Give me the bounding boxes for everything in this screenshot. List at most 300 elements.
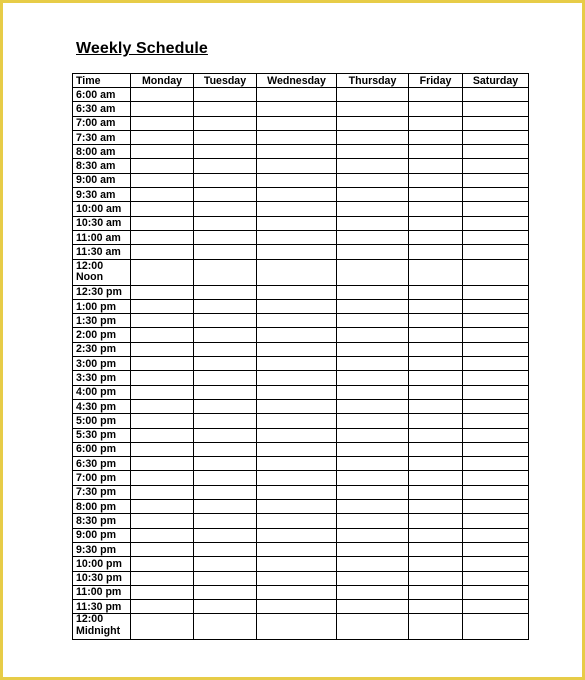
time-cell (73, 557, 131, 571)
schedule-cell-friday (409, 88, 463, 102)
time-cell (73, 328, 131, 342)
schedule-cell-tuesday (194, 442, 257, 456)
schedule-cell-tuesday (194, 514, 257, 528)
schedule-cell-wednesday (257, 514, 337, 528)
schedule-cell-wednesday (257, 342, 337, 356)
schedule-cell-saturday (463, 188, 529, 202)
table-row (73, 528, 529, 542)
schedule-cell-friday (409, 600, 463, 614)
schedule-cell-monday (131, 357, 194, 371)
schedule-cell-friday (409, 571, 463, 585)
schedule-cell-monday (131, 442, 194, 456)
schedule-cell-saturday (463, 414, 529, 428)
schedule-cell-thursday (337, 542, 409, 556)
table-row (73, 457, 529, 471)
schedule-cell-monday (131, 328, 194, 342)
schedule-cell-wednesday (257, 557, 337, 571)
table-row (73, 585, 529, 599)
schedule-cell-thursday (337, 299, 409, 313)
schedule-cell-tuesday (194, 600, 257, 614)
table-row (73, 471, 529, 485)
schedule-cell-tuesday (194, 457, 257, 471)
schedule-cell-wednesday (257, 428, 337, 442)
time-cell (73, 130, 131, 144)
schedule-cell-friday (409, 216, 463, 230)
schedule-cell-thursday (337, 230, 409, 244)
table-row (73, 202, 529, 216)
schedule-cell-monday (131, 428, 194, 442)
schedule-cell-friday (409, 471, 463, 485)
schedule-cell-friday (409, 328, 463, 342)
schedule-cell-monday (131, 371, 194, 385)
schedule-cell-tuesday (194, 557, 257, 571)
time-label: 11:00 am (76, 231, 121, 244)
time-cell (73, 245, 131, 259)
schedule-cell-monday (131, 159, 194, 173)
schedule-cell-wednesday (257, 528, 337, 542)
schedule-cell-tuesday (194, 371, 257, 385)
time-label: 6:30 am (76, 102, 116, 115)
schedule-cell-saturday (463, 399, 529, 413)
table-row (73, 88, 529, 102)
table-row (73, 314, 529, 328)
time-cell (73, 600, 131, 614)
schedule-cell-friday (409, 428, 463, 442)
time-label: 7:00 am (76, 117, 116, 130)
time-cell (73, 399, 131, 413)
schedule-cell-monday (131, 485, 194, 499)
schedule-cell-thursday (337, 614, 409, 640)
schedule-cell-thursday (337, 116, 409, 130)
schedule-cell-saturday (463, 285, 529, 299)
schedule-cell-thursday (337, 202, 409, 216)
schedule-cell-saturday (463, 500, 529, 514)
schedule-cell-friday (409, 442, 463, 456)
time-label: 10:00 am (76, 203, 122, 216)
schedule-cell-monday (131, 500, 194, 514)
time-label: 3:00 pm (76, 357, 117, 370)
schedule-cell-wednesday (257, 471, 337, 485)
time-label: 10:30 am (76, 217, 122, 230)
schedule-cell-friday (409, 485, 463, 499)
schedule-cell-friday (409, 116, 463, 130)
time-cell (73, 442, 131, 456)
schedule-cell-thursday (337, 385, 409, 399)
schedule-cell-thursday (337, 357, 409, 371)
schedule-cell-saturday (463, 116, 529, 130)
schedule-cell-saturday (463, 585, 529, 599)
time-cell (73, 285, 131, 299)
time-cell (73, 216, 131, 230)
schedule-cell-saturday (463, 328, 529, 342)
time-cell (73, 259, 131, 285)
schedule-cell-thursday (337, 259, 409, 285)
schedule-cell-saturday (463, 342, 529, 356)
schedule-cell-wednesday (257, 145, 337, 159)
table-row (73, 188, 529, 202)
time-label: 9:00 am (76, 174, 116, 187)
schedule-cell-friday (409, 230, 463, 244)
time-label: 8:00 pm (76, 500, 117, 513)
page-title: Weekly Schedule (76, 40, 208, 57)
schedule-cell-saturday (463, 130, 529, 144)
time-label: 8:30 pm (76, 514, 117, 527)
schedule-cell-friday (409, 299, 463, 313)
schedule-cell-wednesday (257, 399, 337, 413)
schedule-cell-monday (131, 557, 194, 571)
table-row (73, 414, 529, 428)
schedule-cell-friday (409, 130, 463, 144)
time-label: 8:00 am (76, 145, 116, 158)
schedule-cell-wednesday (257, 614, 337, 640)
table-row (73, 371, 529, 385)
schedule-cell-wednesday (257, 102, 337, 116)
table-row (73, 557, 529, 571)
schedule-cell-friday (409, 102, 463, 116)
time-cell (73, 500, 131, 514)
schedule-cell-friday (409, 245, 463, 259)
schedule-cell-tuesday (194, 357, 257, 371)
schedule-cell-thursday (337, 145, 409, 159)
table-row (73, 357, 529, 371)
table-row (73, 428, 529, 442)
schedule-cell-tuesday (194, 314, 257, 328)
time-label: 5:30 pm (76, 429, 117, 442)
schedule-cell-wednesday (257, 571, 337, 585)
schedule-cell-saturday (463, 145, 529, 159)
schedule-cell-wednesday (257, 130, 337, 144)
time-cell (73, 173, 131, 187)
schedule-cell-monday (131, 145, 194, 159)
schedule-cell-thursday (337, 471, 409, 485)
schedule-cell-friday (409, 259, 463, 285)
schedule-cell-monday (131, 600, 194, 614)
schedule-cell-saturday (463, 230, 529, 244)
schedule-cell-saturday (463, 102, 529, 116)
time-label: 4:00 pm (76, 386, 117, 399)
table-row (73, 500, 529, 514)
time-cell (73, 88, 131, 102)
schedule-cell-wednesday (257, 259, 337, 285)
time-cell (73, 571, 131, 585)
schedule-cell-tuesday (194, 145, 257, 159)
schedule-cell-friday (409, 514, 463, 528)
schedule-cell-friday (409, 342, 463, 356)
schedule-cell-saturday (463, 245, 529, 259)
schedule-cell-tuesday (194, 542, 257, 556)
schedule-cell-tuesday (194, 500, 257, 514)
time-cell (73, 230, 131, 244)
schedule-cell-tuesday (194, 428, 257, 442)
time-label: 6:30 pm (76, 457, 117, 470)
time-label: 6:00 pm (76, 443, 117, 456)
schedule-cell-monday (131, 102, 194, 116)
schedule-cell-friday (409, 500, 463, 514)
schedule-cell-tuesday (194, 385, 257, 399)
schedule-cell-friday (409, 145, 463, 159)
schedule-cell-monday (131, 216, 194, 230)
time-cell (73, 159, 131, 173)
schedule-cell-wednesday (257, 485, 337, 499)
schedule-cell-tuesday (194, 88, 257, 102)
schedule-cell-thursday (337, 285, 409, 299)
time-cell (73, 314, 131, 328)
time-cell (73, 371, 131, 385)
schedule-cell-thursday (337, 371, 409, 385)
schedule-cell-tuesday (194, 202, 257, 216)
schedule-cell-tuesday (194, 285, 257, 299)
schedule-cell-friday (409, 314, 463, 328)
schedule-cell-tuesday (194, 216, 257, 230)
schedule-body (73, 88, 529, 640)
schedule-cell-tuesday (194, 585, 257, 599)
schedule-cell-wednesday (257, 299, 337, 313)
schedule-cell-thursday (337, 216, 409, 230)
time-label: 4:30 pm (76, 400, 117, 413)
column-header-thursday: Thursday (337, 74, 409, 88)
schedule-cell-tuesday (194, 159, 257, 173)
schedule-cell-saturday (463, 457, 529, 471)
schedule-cell-saturday (463, 357, 529, 371)
schedule-cell-tuesday (194, 571, 257, 585)
schedule-cell-saturday (463, 173, 529, 187)
schedule-cell-wednesday (257, 314, 337, 328)
table-row (73, 159, 529, 173)
schedule-cell-saturday (463, 385, 529, 399)
schedule-cell-monday (131, 585, 194, 599)
schedule-cell-thursday (337, 585, 409, 599)
table-row (73, 542, 529, 556)
table-row (73, 485, 529, 499)
time-label: 12:00 (76, 613, 104, 626)
schedule-cell-wednesday (257, 585, 337, 599)
time-label: 10:30 pm (76, 572, 122, 585)
schedule-cell-friday (409, 385, 463, 399)
schedule-cell-friday (409, 614, 463, 640)
schedule-cell-saturday (463, 371, 529, 385)
schedule-cell-wednesday (257, 457, 337, 471)
schedule-cell-monday (131, 314, 194, 328)
time-label: 1:00 pm (76, 300, 117, 313)
table-row (73, 130, 529, 144)
schedule-cell-thursday (337, 528, 409, 542)
schedule-cell-tuesday (194, 245, 257, 259)
table-row (73, 342, 529, 356)
schedule-cell-monday (131, 514, 194, 528)
schedule-cell-monday (131, 571, 194, 585)
time-label: 5:00 pm (76, 414, 117, 427)
schedule-cell-wednesday (257, 414, 337, 428)
schedule-cell-wednesday (257, 216, 337, 230)
schedule-cell-thursday (337, 130, 409, 144)
schedule-cell-tuesday (194, 528, 257, 542)
schedule-cell-saturday (463, 314, 529, 328)
time-label: 1:30 pm (76, 314, 117, 327)
schedule-cell-monday (131, 342, 194, 356)
time-label: 11:00 pm (76, 586, 122, 599)
schedule-cell-saturday (463, 485, 529, 499)
schedule-cell-wednesday (257, 442, 337, 456)
schedule-cell-monday (131, 471, 194, 485)
schedule-cell-wednesday (257, 542, 337, 556)
time-cell (73, 528, 131, 542)
time-label: 6:00 am (76, 88, 116, 101)
time-label-secondary: Noon (76, 271, 104, 284)
schedule-cell-saturday (463, 216, 529, 230)
schedule-cell-tuesday (194, 116, 257, 130)
schedule-cell-thursday (337, 342, 409, 356)
schedule-cell-monday (131, 542, 194, 556)
schedule-cell-wednesday (257, 385, 337, 399)
schedule-cell-monday (131, 130, 194, 144)
time-cell (73, 357, 131, 371)
schedule-cell-saturday (463, 557, 529, 571)
table-row (73, 216, 529, 230)
time-label: 7:00 pm (76, 472, 117, 485)
time-label-secondary: Midnight (76, 624, 121, 637)
time-cell (73, 485, 131, 499)
schedule-cell-wednesday (257, 230, 337, 244)
schedule-cell-monday (131, 399, 194, 413)
time-cell (73, 614, 131, 640)
schedule-cell-monday (131, 188, 194, 202)
time-label: 9:00 pm (76, 529, 117, 542)
schedule-cell-saturday (463, 600, 529, 614)
schedule-cell-wednesday (257, 116, 337, 130)
schedule-cell-monday (131, 245, 194, 259)
schedule-cell-tuesday (194, 342, 257, 356)
schedule-cell-thursday (337, 500, 409, 514)
time-cell (73, 202, 131, 216)
column-header-monday: Monday (131, 74, 194, 88)
column-header-friday: Friday (409, 74, 463, 88)
schedule-cell-friday (409, 173, 463, 187)
time-label: 12:30 pm (76, 286, 122, 299)
schedule-cell-thursday (337, 414, 409, 428)
schedule-cell-tuesday (194, 130, 257, 144)
schedule-cell-thursday (337, 485, 409, 499)
schedule-cell-friday (409, 585, 463, 599)
schedule-cell-friday (409, 357, 463, 371)
schedule-cell-monday (131, 116, 194, 130)
time-cell (73, 188, 131, 202)
time-cell (73, 457, 131, 471)
table-row (73, 442, 529, 456)
time-cell (73, 342, 131, 356)
table-row (73, 299, 529, 313)
schedule-cell-wednesday (257, 173, 337, 187)
schedule-cell-wednesday (257, 600, 337, 614)
schedule-cell-thursday (337, 399, 409, 413)
schedule-cell-monday (131, 285, 194, 299)
table-row (73, 571, 529, 585)
schedule-cell-friday (409, 414, 463, 428)
table-row (73, 230, 529, 244)
table-row (73, 614, 529, 640)
time-label: 3:30 pm (76, 371, 117, 384)
time-cell (73, 428, 131, 442)
schedule-cell-monday (131, 202, 194, 216)
schedule-cell-monday (131, 230, 194, 244)
schedule-cell-saturday (463, 514, 529, 528)
schedule-cell-friday (409, 457, 463, 471)
schedule-cell-thursday (337, 600, 409, 614)
schedule-cell-friday (409, 399, 463, 413)
schedule-cell-tuesday (194, 485, 257, 499)
schedule-cell-tuesday (194, 259, 257, 285)
table-row (73, 600, 529, 614)
schedule-cell-tuesday (194, 471, 257, 485)
schedule-table (72, 73, 529, 640)
time-cell (73, 299, 131, 313)
table-row (73, 399, 529, 413)
schedule-cell-monday (131, 385, 194, 399)
time-cell (73, 514, 131, 528)
table-row (73, 514, 529, 528)
column-header-tuesday: Tuesday (194, 74, 257, 88)
schedule-cell-friday (409, 188, 463, 202)
schedule-cell-wednesday (257, 245, 337, 259)
time-label: 8:30 am (76, 160, 116, 173)
time-cell (73, 471, 131, 485)
schedule-cell-friday (409, 285, 463, 299)
time-label: 7:30 pm (76, 486, 117, 499)
time-cell (73, 116, 131, 130)
time-label: 11:30 am (76, 245, 121, 258)
schedule-cell-saturday (463, 202, 529, 216)
schedule-cell-friday (409, 557, 463, 571)
table-row (73, 259, 529, 285)
schedule-cell-saturday (463, 528, 529, 542)
schedule-cell-wednesday (257, 500, 337, 514)
schedule-cell-saturday (463, 428, 529, 442)
schedule-cell-thursday (337, 557, 409, 571)
schedule-cell-saturday (463, 471, 529, 485)
schedule-cell-monday (131, 173, 194, 187)
time-cell (73, 542, 131, 556)
table-row (73, 385, 529, 399)
table-row (73, 145, 529, 159)
time-label: 2:00 pm (76, 329, 117, 342)
schedule-cell-thursday (337, 514, 409, 528)
schedule-cell-thursday (337, 428, 409, 442)
table-row (73, 245, 529, 259)
schedule-cell-thursday (337, 442, 409, 456)
schedule-cell-tuesday (194, 399, 257, 413)
schedule-cell-friday (409, 542, 463, 556)
schedule-cell-saturday (463, 542, 529, 556)
schedule-cell-saturday (463, 259, 529, 285)
time-label: 9:30 am (76, 188, 116, 201)
schedule-cell-monday (131, 88, 194, 102)
schedule-cell-tuesday (194, 188, 257, 202)
schedule-cell-saturday (463, 442, 529, 456)
schedule-cell-friday (409, 202, 463, 216)
time-label: 10:00 pm (76, 557, 122, 570)
schedule-cell-monday (131, 259, 194, 285)
time-cell (73, 414, 131, 428)
schedule-cell-thursday (337, 245, 409, 259)
schedule-cell-thursday (337, 173, 409, 187)
schedule-cell-wednesday (257, 188, 337, 202)
schedule-cell-monday (131, 299, 194, 313)
schedule-cell-thursday (337, 571, 409, 585)
schedule-cell-monday (131, 457, 194, 471)
schedule-cell-tuesday (194, 230, 257, 244)
schedule-cell-thursday (337, 328, 409, 342)
table-row (73, 173, 529, 187)
schedule-cell-saturday (463, 159, 529, 173)
